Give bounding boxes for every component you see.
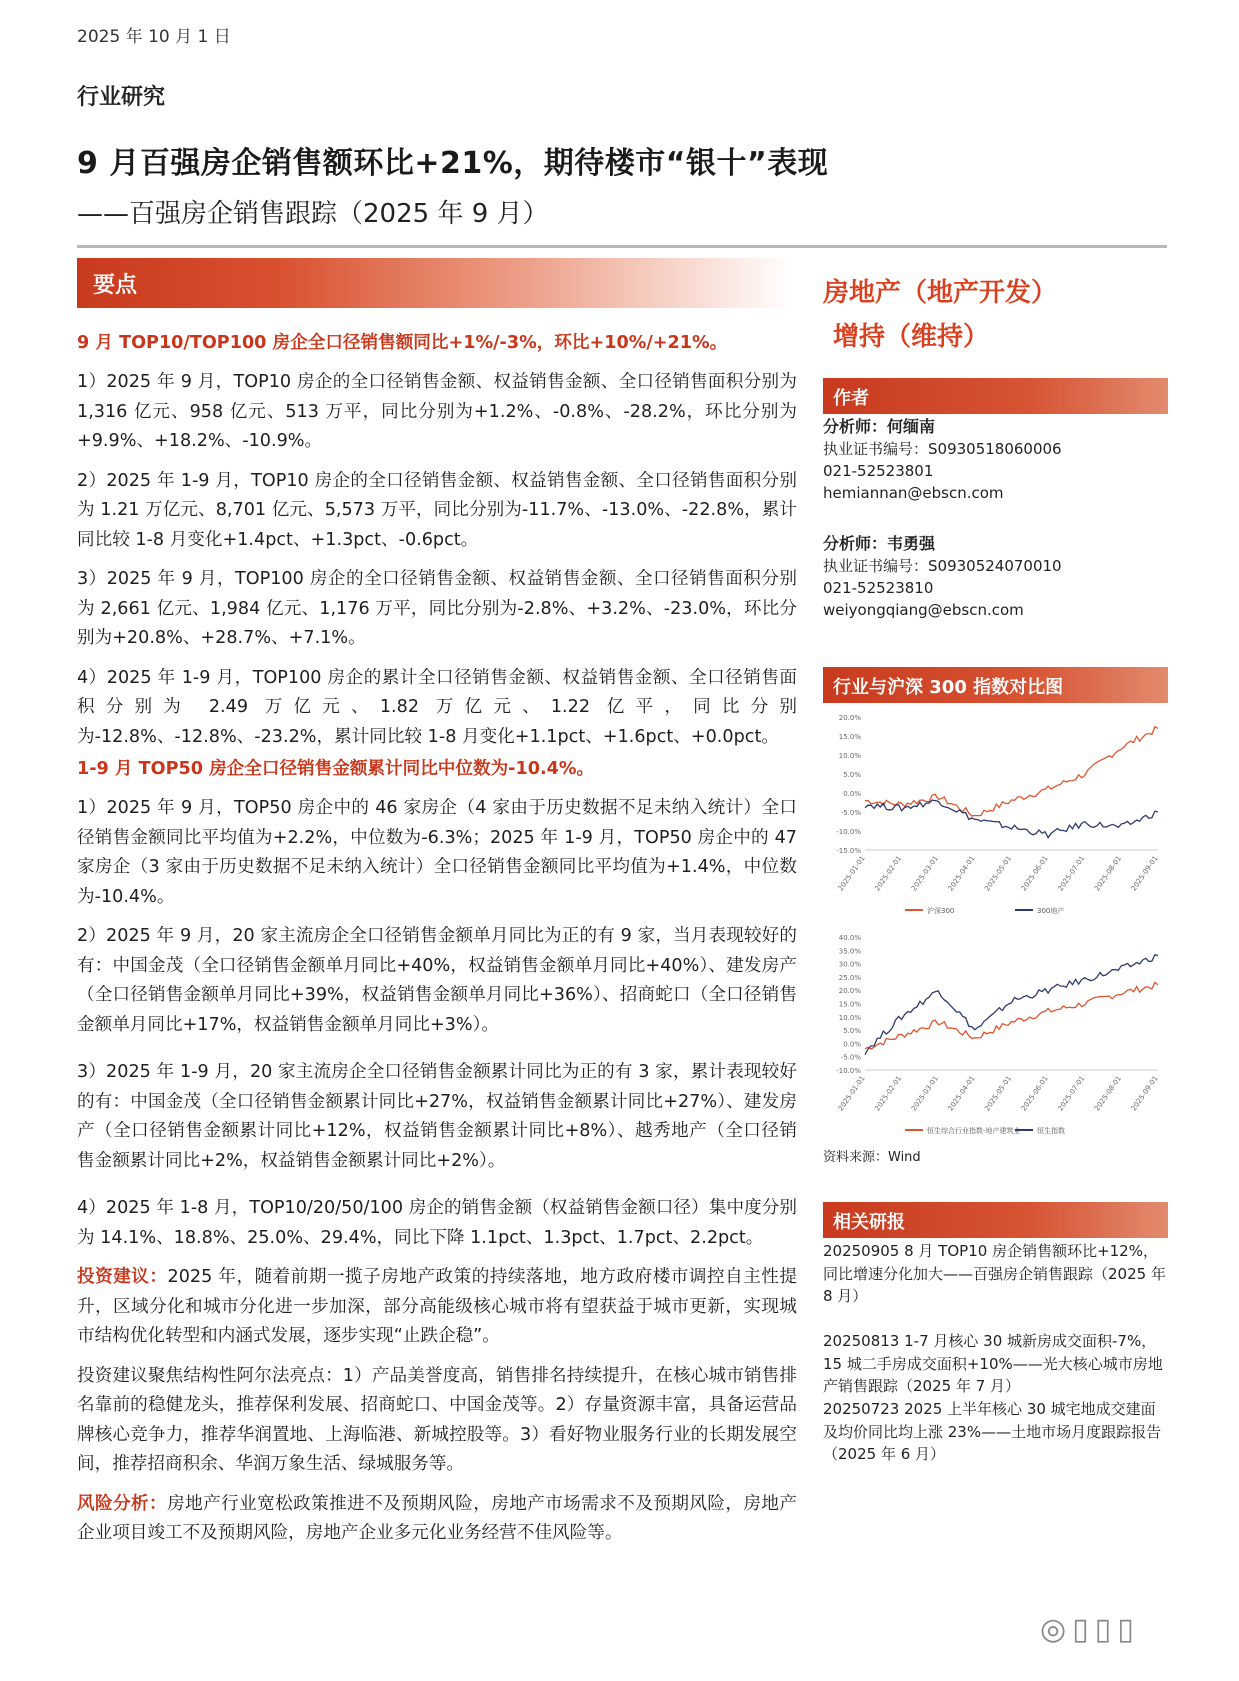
x-tick-label: 2025-07-01 (1056, 1074, 1087, 1113)
report-date: 2025 年 10 月 1 日 (77, 27, 231, 47)
headline-top10: 9 月 TOP10/TOP100 房企全口径销售额同比+1%/-3%，环比+10%/+21%。 (77, 333, 728, 353)
header-divider (77, 245, 1167, 248)
analyst-2-cert: 执业证书编号：S0930524070010 (823, 557, 1062, 575)
investment-advice (77, 1263, 797, 1352)
x-tick-label: 2025-01-01 (836, 854, 867, 893)
y-tick-label: 20.0% (838, 714, 861, 722)
risk-label: 风险分析： (77, 1493, 168, 1514)
related-research-header (823, 1202, 1168, 1238)
analyst-1-cert: 执业证书编号：S0930518060006 (823, 440, 1062, 458)
x-tick-label: 2025-01-01 (836, 1074, 867, 1113)
x-tick-label: 2025-05-01 (983, 1074, 1014, 1113)
x-tick-label: 2025-08-01 (1093, 854, 1124, 893)
key-points-banner-label: 要点 (93, 273, 138, 298)
y-tick-label: -10.0% (836, 1067, 861, 1075)
paragraph: 2）2025 年 1-9 月，TOP10 房企的全口径销售金额、权益销售金额、全口径销售面积分别为 1.21 万亿元、8,701 亿元、5,573 万平，同比分别为-11.7%、-13.0%、-22.8%，累计同比较 1-8 月变化+1.4pct、+1.3pct、-0.6pct。 (77, 470, 797, 550)
watermark-icon: ◎▯▯▯ (1040, 1612, 1140, 1647)
legend-label: 沪深300 (927, 907, 955, 915)
main-content (77, 328, 797, 1559)
series-line (865, 955, 1158, 1055)
y-tick-label: 15.0% (838, 1000, 861, 1009)
y-tick-label: 35.0% (838, 947, 861, 956)
y-tick-label: 5.0% (843, 1027, 861, 1036)
y-tick-label: 0.0% (843, 790, 861, 798)
author-header (823, 378, 1168, 414)
paragraph: 4）2025 年 1-9 月，TOP100 房企的累计全口径销售金额、权益销售金额、全口径销售面积分别为 2.49 万亿元、1.82 万亿元、1.22 亿平，同比分别为-12.8%、-12.8%、-23.2%，累计同比较 1-8 月变化+1.1pct、+1.6pct、+0.0pct。 (77, 667, 797, 747)
analyst-1 (823, 416, 1062, 504)
x-tick-label: 2025-05-01 (983, 854, 1014, 893)
paragraph: 1）2025 年 9 月，TOP10 房企的全口径销售金额、权益销售金额、全口径销售面积分别为 1,316 亿元、958 亿元、513 万平，同比分别为+1.2%、-0.8%、-28.2%，环比分别为+9.9%、+18.2%、-10.9%。 (77, 372, 797, 451)
x-tick-label: 2025-02-01 (873, 854, 904, 893)
rating: 增持（维持） (833, 322, 990, 352)
legend-label: 300地产 (1037, 907, 1065, 915)
analyst-2-email[interactable]: weiyongqiang@ebscn.com (823, 601, 1024, 619)
x-tick-label: 2025-02-01 (873, 1074, 904, 1113)
chart-index-comparison-1 (823, 705, 1168, 925)
analyst-2-phone: 021-52523810 (823, 579, 934, 597)
x-tick-label: 2025-03-01 (909, 1074, 940, 1113)
industry-name: 房地产（地产开发） (823, 278, 1058, 308)
paragraph: 1）2025 年 9 月，TOP50 房企中的 46 家房企（4 家由于历史数据不足未纳入统计）全口径销售金额同比平均值为+2.2%，中位数为-6.3%；2025 年 1-9 月，TOP50 房企中的 47 家房企（3 家由于历史数据不足未纳入统计）全口径销售金额同比平均值为+1.4%，中位数为-10.4%。 (77, 798, 797, 907)
x-tick-label: 2025-09-01 (1129, 1074, 1160, 1113)
author-header-label: 作者 (833, 388, 869, 409)
series-line (865, 982, 1158, 1049)
analyst-1-name: 分析师：何缅南 (823, 417, 936, 436)
investment-label: 投资建议： (77, 1267, 168, 1287)
legend-label: 恒生综合行业指数-地产建筑业 (927, 1127, 1021, 1135)
y-tick-label: 20.0% (838, 987, 861, 996)
investment-focus: 投资建议聚焦结构性阿尔法亮点：1）产品美誉度高，销售排名持续提升，在核心城市销售排名靠前的稳健龙头，推荐保利发展、招商蛇口、中国金茂等。2）存量资源丰富，具备运营品牌核心竞争力，推荐华润置地、上海临港、新城控股等。3）看好物业服务行业的长期发展空间，推荐招商积余、华润万象生活、绿城服务等。 (77, 1365, 797, 1474)
paragraph: 3）2025 年 9 月，TOP100 房企的全口径销售金额、权益销售金额、全口径销售面积分别为 2,661 亿元、1,984 亿元、1,176 万平，同比分别为-2.8%、+3.2%、-23.0%，环比分别为+20.8%、+28.7%、+7.1%。 (77, 569, 797, 648)
legend-label: 恒生指数 (1037, 1127, 1065, 1135)
y-tick-label: -15.0% (836, 847, 861, 855)
y-tick-label: -5.0% (840, 1053, 861, 1062)
page-title: 9 月百强房企销售额环比+21%，期待楼市“银十”表现 (77, 146, 829, 181)
related-research-item[interactable]: 20250905 8 月 TOP10 房企销售额环比+12%，同比增速分化加大——百强房企销售跟踪（2025 年 8 月） (823, 1242, 1166, 1305)
y-tick-label: 10.0% (838, 1013, 861, 1022)
report-category: 行业研究 (77, 85, 166, 110)
related-research-item[interactable]: 20250813 1-7 月核心 30 城新房成交面积-7%，15 城二手房成交面积+10%——光大核心城市房地产销售跟踪（2025 年 7 月） (823, 1332, 1163, 1395)
chart-header-label: 行业与沪深 300 指数对比图 (833, 677, 1064, 698)
y-tick-label: 0.0% (843, 1040, 861, 1049)
investment-text: 2025 年，随着前期一揽子房地产政策的持续落地，地方政府楼市调控自主性提升，区域分化和城市分化进一步加深，部分高能级核心城市将有望获益于城市更新，实现城市结构优化转型和内涵式发展，逐步实现“止跌企稳”。 (77, 1267, 797, 1346)
headline-top50: 1-9 月 TOP50 房企全口径销售金额累计同比中位数为-10.4%。 (77, 759, 595, 779)
paragraph: 4）2025 年 1-8 月，TOP10/20/50/100 房企的销售金额（权益销售金额口径）集中度分别为 14.1%、18.8%、25.0%、29.4%，同比下降 1.1pct、1.3pct、1.7pct、2.2pct。 (77, 1198, 797, 1248)
x-tick-label: 2025-03-01 (909, 854, 940, 893)
chart-source: 资料来源：Wind (823, 1150, 921, 1165)
x-tick-label: 2025-06-01 (1019, 854, 1050, 893)
x-tick-label: 2025-09-01 (1129, 854, 1160, 893)
y-tick-label: 25.0% (838, 973, 861, 982)
series-line (865, 800, 1158, 838)
chart-header (823, 667, 1168, 703)
page-subtitle: ——百强房企销售跟踪（2025 年 9 月） (77, 199, 549, 229)
y-tick-label: 5.0% (843, 771, 861, 779)
related-research-label: 相关研报 (833, 1212, 905, 1233)
analyst-1-email[interactable]: hemiannan@ebscn.com (823, 484, 1004, 502)
y-tick-label: -10.0% (836, 828, 861, 836)
analyst-1-phone: 021-52523801 (823, 462, 934, 480)
y-tick-label: 30.0% (838, 960, 861, 969)
chart-index-comparison-2 (823, 925, 1168, 1145)
y-tick-label: 10.0% (838, 752, 861, 760)
x-tick-label: 2025-06-01 (1019, 1074, 1050, 1113)
x-tick-label: 2025-07-01 (1056, 854, 1087, 893)
y-tick-label: -5.0% (840, 809, 861, 817)
x-tick-label: 2025-08-01 (1093, 1074, 1124, 1113)
x-tick-label: 2025-04-01 (946, 1074, 977, 1113)
paragraph: 2）2025 年 9 月，20 家主流房企全口径销售金额单月同比为正的有 9 家，当月表现较好的有：中国金茂（全口径销售金额单月同比+40%，权益销售金额单月同比+40%）、建发房产（全口径销售金额单月同比+39%，权益销售金额单月同比+36%）、招商蛇口（全口径销售金额单月同比+17%，权益销售金额单月同比+3%）。 (77, 926, 797, 1035)
analyst-2 (823, 533, 1062, 621)
paragraph: 3）2025 年 1-9 月，20 家主流房企全口径销售金额累计同比为正的有 3 家，累计表现较好的有：中国金茂（全口径销售金额累计同比+27%，权益销售金额累计同比+27%）、建发房产（全口径销售金额累计同比+12%，权益销售金额累计同比+8%）、越秀地产（全口径销售金额累计同比+2%，权益销售金额累计同比+2%）。 (77, 1062, 797, 1171)
risk-text: 房地产行业宽松政策推进不及预期风险，房地产市场需求不及预期风险，房地产企业项目竣工不及预期风险，房地产企业多元化业务经营不佳风险等。 (77, 1493, 797, 1543)
y-tick-label: 15.0% (838, 733, 861, 741)
risk-analysis (77, 1490, 797, 1549)
series-line (865, 727, 1158, 816)
related-research-item[interactable]: 20250723 2025 上半年核心 30 城宅地成交建面及均价同比均上涨 23%——土地市场月度跟踪报告（2025 年 6 月） (823, 1400, 1162, 1463)
y-tick-label: 40.0% (838, 934, 861, 942)
key-points-banner (77, 258, 792, 308)
x-tick-label: 2025-04-01 (946, 854, 977, 893)
analyst-2-name: 分析师：韦勇强 (823, 534, 936, 553)
